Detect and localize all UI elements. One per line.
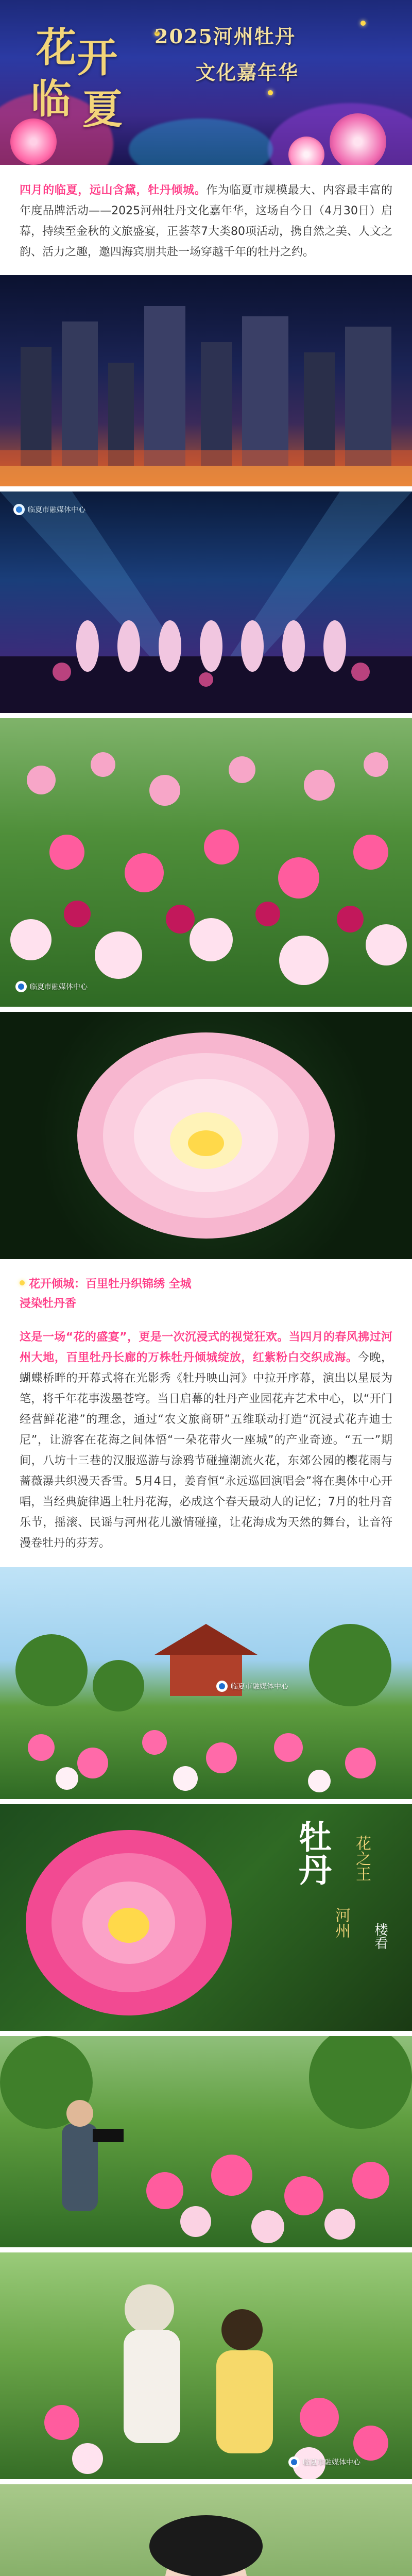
media-logo-icon (15, 981, 27, 992)
calligraphy-sub: 楼看 (372, 1923, 388, 1950)
photo-peony-calligraphy (0, 1804, 412, 2031)
intro-highlight: 四月的临夏，远山含黛，牡丹倾城。 (20, 184, 207, 197)
banner-event-subtitle: 文化嘉年华 (196, 61, 299, 84)
photo-photographer (0, 2036, 412, 2247)
banner-title-char: 花 (36, 24, 77, 71)
visitors-graphic (0, 2252, 412, 2479)
peony-decoration (330, 113, 386, 165)
intro-paragraph (0, 180, 412, 263)
photo-peony-garden (0, 718, 412, 1007)
portrait-graphic (0, 2484, 412, 2576)
calligraphy-sub: 河州 (332, 1907, 350, 1938)
photo-hanfu-portrait (0, 2484, 412, 2576)
peony-field-graphic (0, 718, 412, 1007)
banner-title-char: 临 (31, 76, 72, 123)
sparkle-decoration (360, 21, 366, 26)
article-paragraph (0, 1327, 412, 1554)
media-watermark: 临夏市融媒体中心 (288, 2456, 360, 2468)
sparkle-icon (20, 1280, 25, 1285)
media-logo-icon (216, 1681, 228, 1692)
photo-pavilion-garden (0, 1567, 412, 1799)
calligraphy-sub: 花之王 (353, 1835, 371, 1882)
stage-graphic (0, 492, 412, 713)
skyline-graphic (0, 275, 412, 486)
pavilion-graphic (0, 1567, 412, 1799)
peony-closeup-graphic (0, 1012, 412, 1259)
banner-event-name: 2025河州牡丹 (154, 25, 296, 48)
banner-glow (129, 118, 273, 165)
article-body: 今晚，蝴蝶桥畔的开幕式将在光影秀《牡丹映山河》中拉开序幕，演出以星辰为笔，将千年花事泼墨苍穹。当日启幕的牡丹产业园花卉艺术中心，以“开门经营鲜花港”的理念，通过“农文旅商研”五维联动打造“沉浸式花卉迪士尼”，让游客在花海之间体悟“一朵花带火一座城”的产业奇迹。“五一”期间，八坊十三巷的汉服巡游与涂鸦节碰撞潮流火花，东郊公园的樱花雨与蔷薇瀑共织漫天香雪。5月4日，姜育恒“永远巡回演唱会”将在奥体中心开唱，当经典旋律遇上牡丹花海，必成这个春天最动人的记忆；7月的牡丹音乐节，摇滚、民谣与河州花儿激情碰撞，让花海成为天然的舞台，让音符漫卷牡丹的芬芳。 (20, 1351, 392, 1550)
calligraphy-main: 牡丹 (293, 1820, 332, 1886)
media-watermark: 临夏市融媒体中心 (216, 1681, 288, 1692)
photographer-graphic (0, 2036, 412, 2247)
event-banner (0, 0, 412, 165)
banner-title-char: 夏 (82, 86, 123, 133)
article-lead: 这是一场“花的盛宴”，更是一次沉浸式的视觉狂欢。当四月的春风拂过河州大地，百里牡丹长廊的万株牡丹倾城绽放，红紫粉白交织成海。 (20, 1331, 392, 1364)
photo-stage-performance (0, 492, 412, 713)
peony-decoration (10, 118, 57, 165)
photo-visitors (0, 2252, 412, 2479)
photo-city-night (0, 275, 412, 486)
sparkle-decoration (268, 90, 273, 95)
media-watermark: 临夏市融媒体中心 (13, 504, 85, 515)
photo-peony-closeup (0, 1012, 412, 1259)
intro-body: 作为临夏市规模最大、内容最丰富的年度品牌活动——2025河州牡丹文化嘉年华，这场自今日（4月30日）启幕，持续至金秋的文旅盛宴，正荟萃7大类80项活动，携自然之美、人文之韵、活力之趣，邀四海宾朋共赴一场穿越千年的牡丹之约。 (20, 184, 392, 259)
media-watermark: 临夏市融媒体中心 (15, 981, 88, 992)
media-logo-icon (288, 2456, 300, 2468)
banner-title-char: 开 (77, 35, 118, 81)
section-heading: 花开倾城：百里牡丹织锦绣 全城 浸染牡丹香 (20, 1278, 192, 1310)
